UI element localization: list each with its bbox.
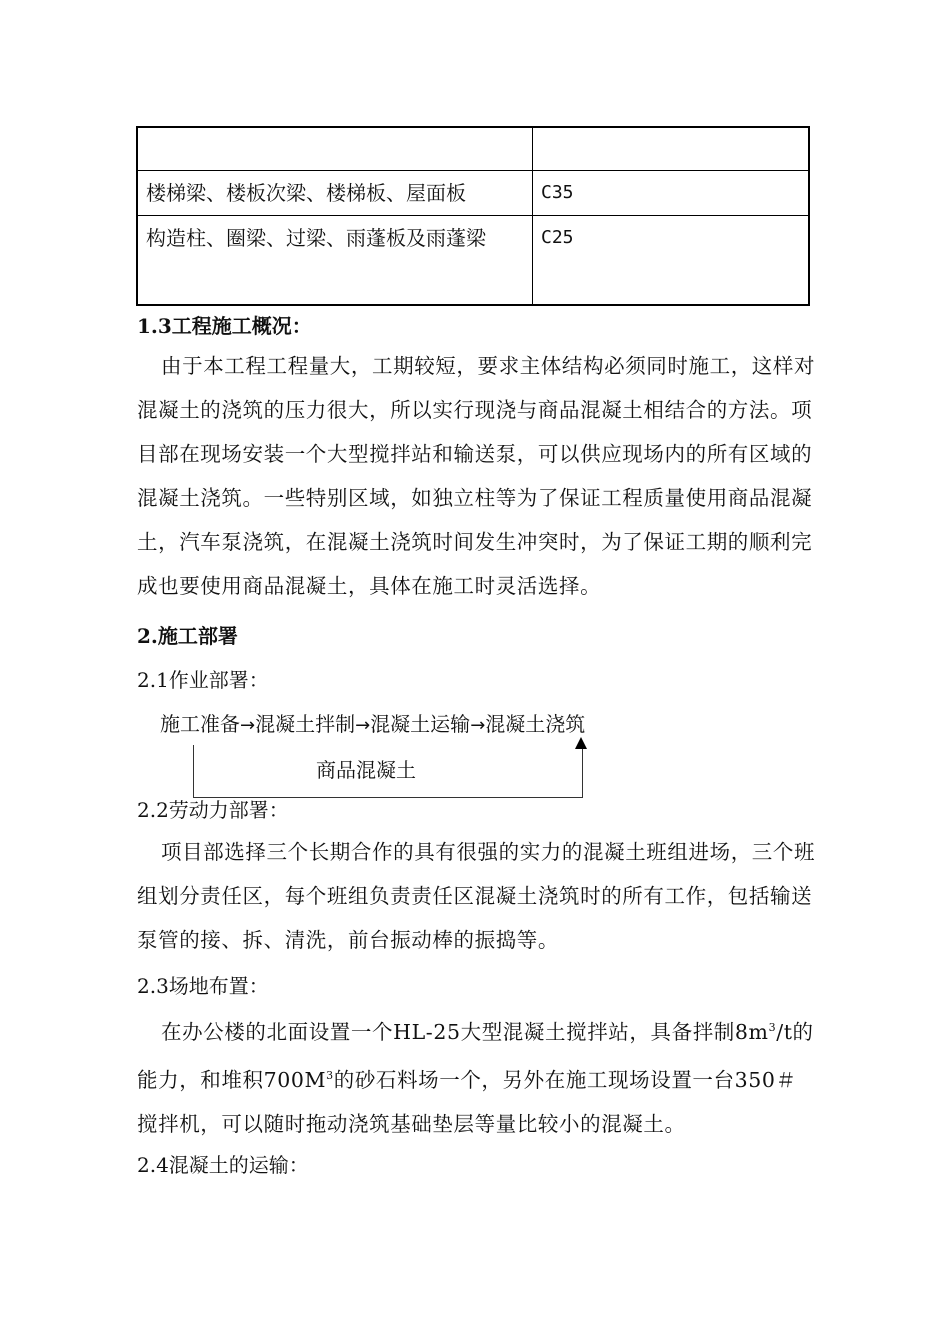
table-cell-grade: [533, 127, 810, 171]
para-text: 的砂石料场一个，另外在施工现场设置一台350＃搅拌机，可以随时拖动浇筑基础垫层等量比较小的混凝土。: [137, 1067, 797, 1136]
table-cell-grade: C25: [533, 216, 810, 306]
table-row: [137, 127, 809, 171]
flow-step-mixing: 混凝土拌制: [255, 712, 356, 736]
section-2-3-paragraph: [137, 1006, 817, 1146]
para-text: /t的能力，和堆积700M: [137, 1019, 814, 1092]
concrete-grade-table: [136, 126, 810, 306]
flow-arrow: →: [240, 715, 256, 736]
flow-step-transport: 混凝土运输: [370, 712, 471, 736]
table-cell-part: [137, 127, 533, 171]
table-cell-part: 楼梯梁、楼板次梁、楼梯板、屋面板: [137, 171, 533, 216]
bypass-label: 商品混凝土: [316, 758, 416, 782]
work-flow-diagram: [160, 708, 585, 737]
section-heading-2-3: 2.3场地布置：: [137, 974, 269, 998]
table-cell-part: 构造柱、圈梁、过梁、雨蓬板及雨蓬梁: [137, 216, 533, 306]
flow-arrow: →: [470, 715, 486, 736]
flow-arrow: →: [355, 715, 371, 736]
section-heading-2-1: 2.1作业部署：: [137, 668, 269, 692]
section-1-3-paragraph: 由于本工程工程量大，工期较短，要求主体结构必须同时施工，这样对混凝土的浇筑的压力很大，所以实行现浇与商品混凝土相结合的方法。项目部在现场安装一个大型搅拌站和输送泵，可以供应现场内的所有区域的混凝土浇筑。一些特别区域，如独立柱等为了保证工程质量使用商品混凝土，汽车泵浇筑，在混凝土浇筑时间发生冲突时，为了保证工期的顺利完成也要使用商品混凝土，具体在施工时灵活选择。: [137, 354, 816, 598]
section-heading-2: 2.施工部署: [137, 624, 238, 648]
arrow-up-icon: [575, 737, 587, 749]
section-2-2-paragraph: 项目部选择三个长期合作的具有很强的实力的混凝土班组进场，三个班组划分责任区，每个班组负责责任区混凝土浇筑时的所有工作，包括输送泵管的接、拆、清洗，前台振动棒的振捣等。: [137, 840, 816, 952]
para-text: 在办公楼的北面设置一个HL-25大型混凝土搅拌站，具备拌制8m: [161, 1019, 769, 1044]
table-row: [137, 171, 809, 216]
superscript: 3: [768, 1021, 777, 1034]
section-heading-1-3: 1.3工程施工概况：: [137, 314, 312, 338]
flow-step-prep: 施工准备: [160, 712, 240, 736]
section-heading-2-4: 2.4混凝土的运输：: [137, 1153, 309, 1177]
superscript: 3: [326, 1068, 334, 1082]
flow-step-pouring: 混凝土浇筑: [485, 712, 586, 736]
table-row: [137, 216, 809, 306]
section-heading-2-2: 2.2劳动力部署：: [137, 798, 289, 822]
table-cell-grade: C35: [533, 171, 810, 216]
